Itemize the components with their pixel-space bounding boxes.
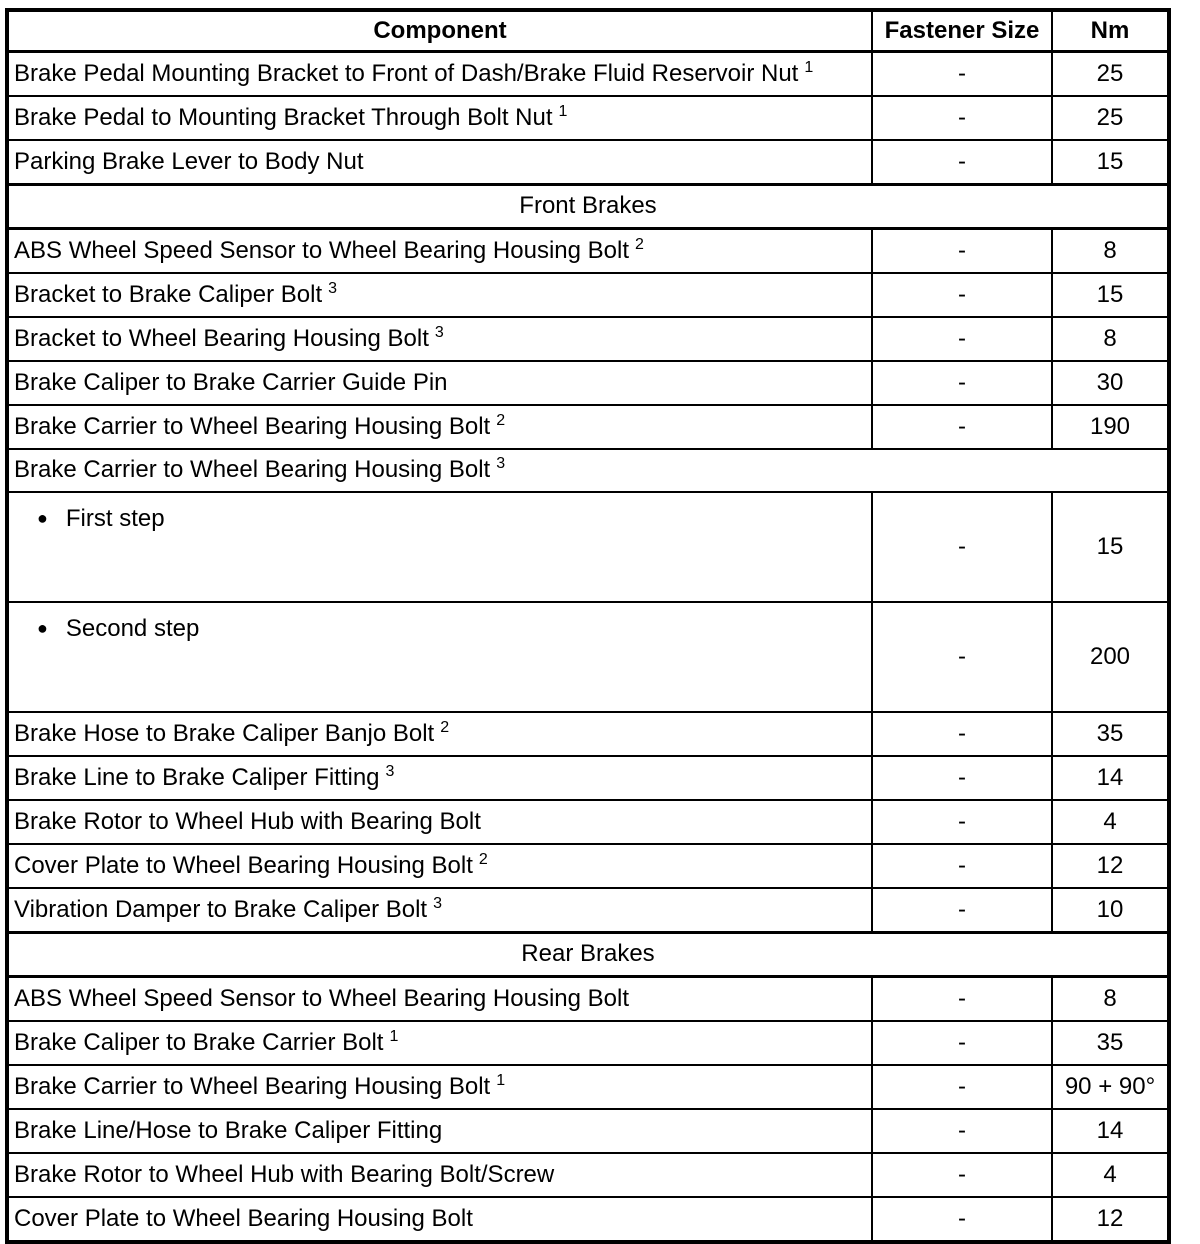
component-cell [7, 800, 872, 844]
table-row [7, 361, 1169, 405]
component-label: Brake Line to Brake Caliper Fitting [14, 763, 380, 791]
fastener-size-cell: - [872, 361, 1052, 405]
component-cell [7, 712, 872, 756]
component-label: Brake Caliper to Brake Carrier Bolt [14, 1028, 384, 1056]
nm-value-cell: 10 [1052, 888, 1169, 933]
component-cell [7, 405, 872, 449]
component-label: ABS Wheel Speed Sensor to Wheel Bearing Housing Bolt [14, 984, 630, 1012]
nm-value-cell: 4 [1052, 800, 1169, 844]
section-label: Rear Brakes [521, 940, 655, 968]
component-label: ABS Wheel Speed Sensor to Wheel Bearing Housing Bolt [14, 236, 630, 264]
footnote-marker: 2 [478, 850, 488, 868]
nm-value-cell: 35 [1052, 712, 1169, 756]
table-row [7, 1109, 1169, 1153]
component-cell [7, 756, 872, 800]
component-label: Cover Plate to Wheel Bearing Housing Bolt [14, 1204, 473, 1232]
fastener-size-cell: - [872, 800, 1052, 844]
nm-value-cell: 14 [1052, 756, 1169, 800]
table-row [7, 52, 1169, 97]
component-label: Brake Line/Hose to Brake Caliper Fitting [14, 1116, 443, 1144]
nm-value-cell: 30 [1052, 361, 1169, 405]
section-cell [7, 185, 1169, 229]
fastener-size-cell: - [872, 1109, 1052, 1153]
component-cell [7, 1065, 872, 1109]
component-cell [7, 844, 872, 888]
component-label: Brake Hose to Brake Caliper Banjo Bolt [14, 719, 435, 747]
table-row [7, 229, 1169, 274]
table-row [7, 844, 1169, 888]
torque-table-body [7, 52, 1169, 1243]
table-row [7, 449, 1169, 492]
table-row [7, 602, 1169, 712]
component-label: Bracket to Wheel Bearing Housing Bolt [14, 324, 429, 352]
component-label: Brake Pedal Mounting Bracket to Front of Dash/Brake Fluid Reservoir Nut [14, 59, 799, 87]
nm-value-cell: 200 [1052, 602, 1169, 712]
footnote-marker: 3 [433, 894, 442, 912]
component-cell [7, 449, 1169, 492]
column-header-component: Component [7, 10, 872, 52]
section-cell [7, 933, 1169, 977]
step-label: Second step [65, 615, 200, 642]
nm-value-cell: 90 + 90° [1052, 1065, 1169, 1109]
footnote-marker: 2 [496, 411, 506, 429]
footnote-marker: 1 [496, 1071, 506, 1089]
nm-value-cell: 14 [1052, 1109, 1169, 1153]
nm-value-cell: 8 [1052, 229, 1169, 274]
fastener-size-cell: - [872, 492, 1052, 602]
component-cell [7, 977, 872, 1022]
fastener-size-cell: - [872, 1153, 1052, 1197]
component-cell [7, 888, 872, 933]
nm-value-cell: 190 [1052, 405, 1169, 449]
fastener-size-cell: - [872, 1021, 1052, 1065]
component-cell [7, 1197, 872, 1242]
footnote-marker: 1 [389, 1027, 399, 1045]
component-label: Parking Brake Lever to Body Nut [14, 147, 364, 175]
section-row [7, 933, 1169, 977]
component-label: Brake Pedal to Mounting Bracket Through Bolt Nut [14, 103, 553, 131]
fastener-size-cell: - [872, 1065, 1052, 1109]
fastener-size-cell: - [872, 977, 1052, 1022]
component-label: Brake Carrier to Wheel Bearing Housing Bolt [14, 412, 491, 440]
section-row [7, 185, 1169, 229]
torque-spec-table [5, 8, 1171, 1244]
table-row [7, 317, 1169, 361]
footnote-marker: 2 [440, 718, 450, 736]
nm-value-cell: 25 [1052, 96, 1169, 140]
component-cell [7, 96, 872, 140]
table-row [7, 140, 1169, 185]
footnote-marker: 2 [635, 235, 644, 253]
component-label: Vibration Damper to Brake Caliper Bolt [14, 895, 428, 923]
component-label: Bracket to Brake Caliper Bolt [14, 280, 323, 308]
component-cell [7, 273, 872, 317]
nm-value-cell: 8 [1052, 317, 1169, 361]
component-cell [7, 140, 872, 185]
fastener-size-cell: - [872, 405, 1052, 449]
fastener-size-cell: - [872, 229, 1052, 274]
fastener-size-cell: - [872, 140, 1052, 185]
footnote-marker: 3 [496, 455, 506, 473]
bullet-icon: ● [37, 508, 48, 528]
nm-value-cell: 12 [1052, 844, 1169, 888]
component-cell [7, 602, 872, 712]
fastener-size-cell: - [872, 844, 1052, 888]
table-row [7, 1197, 1169, 1242]
table-row [7, 1021, 1169, 1065]
component-cell [7, 229, 872, 274]
footnote-marker: 3 [434, 323, 444, 341]
footnote-marker: 3 [385, 762, 395, 780]
nm-value-cell: 8 [1052, 977, 1169, 1022]
nm-value-cell: 25 [1052, 52, 1169, 97]
fastener-size-cell: - [872, 712, 1052, 756]
section-label: Front Brakes [519, 192, 657, 220]
table-row [7, 405, 1169, 449]
component-cell [7, 492, 872, 602]
table-row [7, 492, 1169, 602]
table-row [7, 273, 1169, 317]
fastener-size-cell: - [872, 888, 1052, 933]
fastener-size-cell: - [872, 273, 1052, 317]
table-header-row [7, 10, 1169, 52]
column-header-nm: Nm [1052, 10, 1169, 52]
component-label: Brake Rotor to Wheel Hub with Bearing Bolt [14, 807, 481, 835]
footnote-marker: 3 [328, 279, 338, 297]
nm-value-cell: 15 [1052, 492, 1169, 602]
component-cell [7, 317, 872, 361]
fastener-size-cell: - [872, 756, 1052, 800]
component-cell [7, 1021, 872, 1065]
table-row [7, 96, 1169, 140]
component-cell [7, 1153, 872, 1197]
bullet-icon: ● [37, 618, 48, 638]
fastener-size-cell: - [872, 1197, 1052, 1242]
component-label: Brake Carrier to Wheel Bearing Housing Bolt [14, 1072, 491, 1100]
fastener-size-cell: - [872, 52, 1052, 97]
component-label: Brake Caliper to Brake Carrier Guide Pin [14, 368, 448, 396]
component-label: Cover Plate to Wheel Bearing Housing Bolt [14, 851, 473, 879]
nm-value-cell: 4 [1052, 1153, 1169, 1197]
fastener-size-cell: - [872, 317, 1052, 361]
component-label: Brake Carrier to Wheel Bearing Housing Bolt [14, 456, 491, 484]
table-row [7, 1065, 1169, 1109]
footnote-marker: 1 [558, 102, 568, 120]
table-row [7, 800, 1169, 844]
component-cell [7, 1109, 872, 1153]
component-cell [7, 361, 872, 405]
footnote-marker: 1 [804, 58, 814, 76]
table-row [7, 1153, 1169, 1197]
step-label: First step [65, 505, 165, 532]
table-row [7, 977, 1169, 1022]
nm-value-cell: 15 [1052, 273, 1169, 317]
nm-value-cell: 12 [1052, 1197, 1169, 1242]
nm-value-cell: 15 [1052, 140, 1169, 185]
component-label: Brake Rotor to Wheel Hub with Bearing Bolt/Screw [14, 1160, 555, 1188]
fastener-size-cell: - [872, 96, 1052, 140]
table-row [7, 888, 1169, 933]
column-header-fastener-size: Fastener Size [872, 10, 1052, 52]
component-cell [7, 52, 872, 97]
nm-value-cell: 35 [1052, 1021, 1169, 1065]
table-row [7, 756, 1169, 800]
fastener-size-cell: - [872, 602, 1052, 712]
table-row [7, 712, 1169, 756]
